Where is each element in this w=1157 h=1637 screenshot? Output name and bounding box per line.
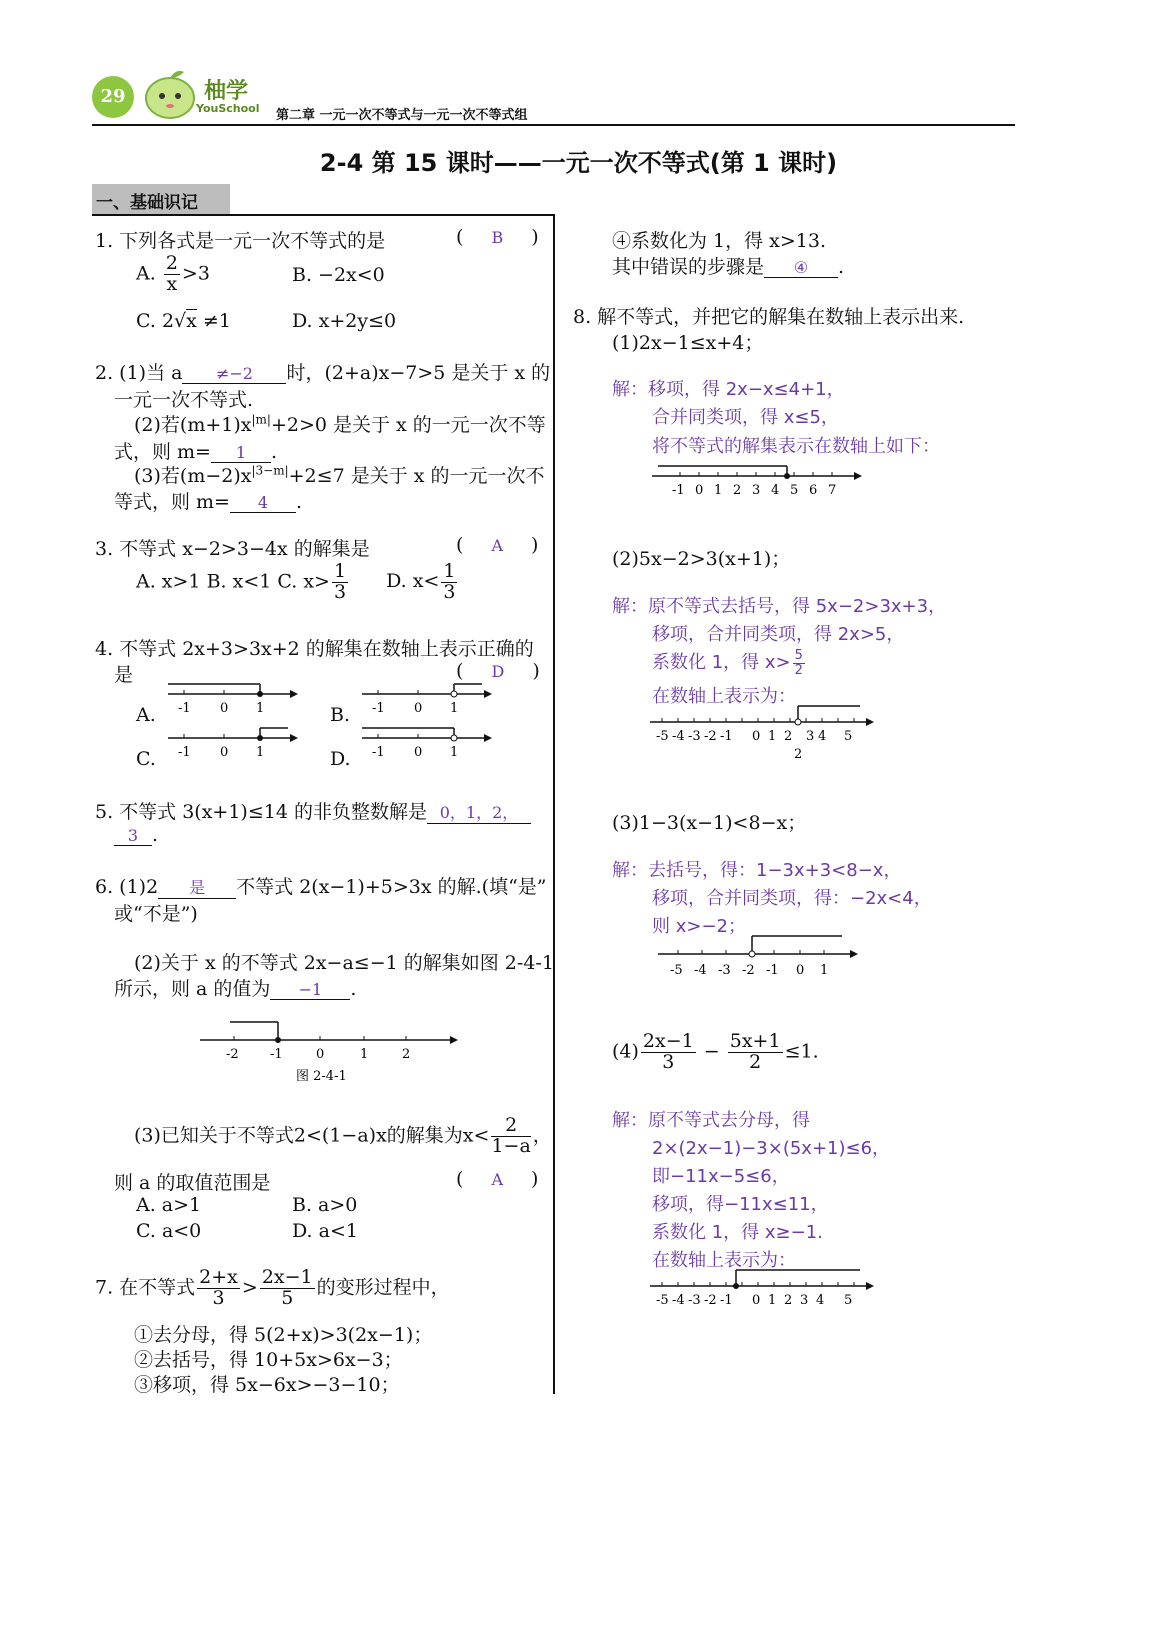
q7-step4: ④系数化为 1，得 x>13. bbox=[612, 230, 827, 252]
brand-cn: 柚学 bbox=[204, 79, 249, 104]
svg-text:0: 0 bbox=[220, 745, 229, 760]
svg-text:2: 2 bbox=[784, 1293, 793, 1308]
q5-answer2: 3 bbox=[114, 826, 152, 846]
q8-part4-number-line bbox=[648, 1266, 878, 1312]
q8-part4-solution-3: 即−11x−5≤6， bbox=[652, 1166, 790, 1187]
q3-answer-bracket: ( A ) bbox=[456, 534, 539, 556]
section-label: 一、基础识记 bbox=[96, 193, 198, 213]
figure-caption: 图 2-4-1 bbox=[296, 1069, 347, 1084]
q8-part2-number-line bbox=[648, 702, 878, 764]
svg-text:0: 0 bbox=[752, 729, 761, 744]
svg-text:1: 1 bbox=[768, 1293, 777, 1308]
svg-text:0: 0 bbox=[414, 745, 423, 760]
svg-text:-1: -1 bbox=[372, 701, 385, 716]
q4-label-b: B. bbox=[330, 704, 351, 726]
q4-label-a: A. bbox=[136, 704, 156, 726]
q2-answer1: ≠−2 bbox=[182, 364, 286, 384]
q8-part1-number-line bbox=[650, 458, 866, 502]
q7-stem: 7. 在不等式 $\frac{2+x}{3}$ > $\frac{2x-1}{5}$ 的变形过程中， bbox=[95, 1266, 450, 1309]
q8-part4: (4) $\frac{2x-1}{3}$ − $\frac{5x+1}{2}$ ≤1. bbox=[612, 1030, 819, 1073]
svg-text:-2: -2 bbox=[704, 1293, 717, 1308]
svg-text:-5: -5 bbox=[670, 963, 683, 978]
q6-option-a: A. a>1 bbox=[136, 1194, 202, 1216]
brand-en: YouSchool bbox=[196, 102, 260, 115]
q2-part2-cont: 式，则 m= 1 . bbox=[114, 441, 278, 463]
column-divider bbox=[553, 214, 555, 1394]
header-rule bbox=[92, 124, 1015, 126]
svg-text:5: 5 bbox=[844, 729, 853, 744]
q8-stem: 8. 解不等式，并把它的解集在数轴上表示出来. bbox=[573, 306, 965, 328]
q8-part3-solution-1: 解：去括号，得：1−3x+3<8−x， bbox=[612, 860, 902, 881]
q6-answer-bracket: ( A ) bbox=[456, 1168, 539, 1190]
q2-part1: 2. (1)当 a ≠−2 时，(2+a)x−7>5 是关于 x 的 bbox=[95, 362, 551, 384]
q1-stem: 1. 下列各式是一元一次不等式的是 bbox=[95, 230, 386, 252]
svg-text:0: 0 bbox=[695, 483, 704, 498]
svg-text:0: 0 bbox=[316, 1047, 325, 1062]
q8-part4-solution-4: 移项，得−11x≤11， bbox=[652, 1194, 829, 1215]
svg-text:2: 2 bbox=[794, 747, 803, 762]
q4-answer-bracket: ( D ) bbox=[456, 660, 540, 682]
svg-text:3: 3 bbox=[800, 1293, 809, 1308]
svg-text:6: 6 bbox=[809, 483, 818, 498]
q2-answer3: 4 bbox=[230, 493, 296, 513]
chapter-title: 第二章 一元一次不等式与一元一次不等式组 bbox=[276, 108, 528, 123]
q3-stem: 3. 不等式 x−2>3−4x 的解集是 bbox=[95, 538, 370, 560]
svg-text:-5: -5 bbox=[656, 1293, 669, 1308]
mascot-logo bbox=[140, 66, 200, 122]
q6-answer1: 是 bbox=[158, 875, 236, 899]
q8-part4-solution-5: 系数化 1，得 x≥−1. bbox=[652, 1222, 823, 1243]
svg-text:2: 2 bbox=[733, 483, 742, 498]
q7-step3: ③移项，得 5x−6x>−3−10； bbox=[134, 1374, 400, 1396]
q6-part3: (3)已知关于不等式2<(1−a)x的解集为x< $\frac{2}{1-a}$ ， bbox=[134, 1114, 552, 1157]
q6-answer2: −1 bbox=[270, 980, 350, 1000]
q8-part2-solution-3: 系数化 1，得 x> $\frac{5}{2}$ bbox=[652, 647, 803, 678]
q6-part3-cont: 则 a 的取值范围是 bbox=[114, 1172, 271, 1194]
svg-text:-1: -1 bbox=[720, 1293, 733, 1308]
q8-part3: (3)1−3(x−1)<8−x； bbox=[612, 812, 807, 834]
q8-part2-solution-1: 解：原不等式去括号，得 5x−2>3x+3， bbox=[612, 596, 947, 617]
svg-text:-4: -4 bbox=[694, 963, 707, 978]
svg-text:-3: -3 bbox=[718, 963, 731, 978]
svg-text:3: 3 bbox=[752, 483, 761, 498]
svg-text:1: 1 bbox=[768, 729, 777, 744]
q8-part4-solution-6: 在数轴上表示为： bbox=[652, 1250, 796, 1271]
q7-error-step: 其中错误的步骤是 ④ . bbox=[612, 256, 845, 278]
svg-text:1: 1 bbox=[450, 745, 459, 760]
svg-text:-1: -1 bbox=[270, 1047, 283, 1062]
q6-part2-cont: 所示，则 a 的值为 −1 . bbox=[114, 978, 357, 1000]
svg-text:0: 0 bbox=[796, 963, 805, 978]
svg-text:7: 7 bbox=[828, 483, 837, 498]
svg-text:-3: -3 bbox=[688, 1293, 701, 1308]
q4-stem-cont: 是 bbox=[114, 664, 134, 686]
q2-part1-cont: 一元一次不等式. bbox=[114, 389, 254, 411]
figure-2-4-1 bbox=[196, 1014, 466, 1086]
svg-text:-1: -1 bbox=[372, 745, 385, 760]
svg-text:-3: -3 bbox=[688, 729, 701, 744]
q7-step1: ①去分母，得 5(2+x)>3(2x−1)； bbox=[134, 1324, 433, 1346]
q4-number-line-b bbox=[354, 680, 494, 720]
svg-text:1: 1 bbox=[450, 701, 459, 716]
section-rule bbox=[92, 214, 554, 216]
q1-option-b: B. −2x<0 bbox=[292, 264, 385, 286]
q8-part2-solution-2: 移项，合并同类项，得 2x>5， bbox=[652, 624, 905, 645]
q4-answer: D bbox=[491, 662, 505, 681]
q6-answer3: A bbox=[491, 1170, 504, 1189]
q4-label-c: C. bbox=[136, 748, 156, 770]
q5-answer1: 0，1，2， bbox=[427, 800, 531, 824]
q2-part3: (3)若$(m-2)x^{|3-m|}+2\le 7$ 是关于 x 的一元一次不 bbox=[134, 463, 545, 487]
q2-part3-cont: 等式，则 m= 4 . bbox=[114, 491, 303, 513]
q4-number-line-a bbox=[160, 680, 300, 720]
q6-part2: (2)关于 x 的不等式 2x−a≤−1 的解集如图 2-4-1 bbox=[134, 952, 554, 974]
q4-number-line-d bbox=[354, 724, 494, 764]
q8-part1-solution-2: 合并同类项，得 x≤5， bbox=[652, 407, 839, 428]
q1-option-a: A. $\frac{2}{x}$ >3 bbox=[136, 252, 210, 295]
q3-options: A. x>1 B. x<1 C. x> $\frac{1}{3}$ D. x< $\frac{1}{3}$ bbox=[136, 560, 456, 603]
svg-text:1: 1 bbox=[360, 1047, 369, 1062]
svg-text:0: 0 bbox=[220, 701, 229, 716]
svg-text:4: 4 bbox=[816, 1293, 825, 1308]
svg-text:-1: -1 bbox=[766, 963, 779, 978]
q5-stem: 5. 不等式 3(x+1)≤14 的非负整数解是 0，1，2， bbox=[95, 797, 531, 824]
svg-text:1: 1 bbox=[820, 963, 829, 978]
q6-option-c: C. a<0 bbox=[136, 1220, 202, 1242]
q7-step2: ②去括号，得 10+5x>6x−3； bbox=[134, 1349, 403, 1371]
svg-text:-4: -4 bbox=[672, 729, 685, 744]
q8-part4-solution-1: 解：原不等式去分母，得 bbox=[612, 1110, 810, 1131]
q1-option-d: D. x+2y≤0 bbox=[292, 310, 397, 332]
svg-text:3: 3 bbox=[806, 729, 815, 744]
svg-text:0: 0 bbox=[414, 701, 423, 716]
q2-answer2: 1 bbox=[211, 443, 271, 463]
q1-answer: B bbox=[491, 228, 504, 247]
svg-text:1: 1 bbox=[714, 483, 723, 498]
q4-stem: 4. 不等式 2x+3>3x+2 的解集在数轴上表示正确的 bbox=[95, 638, 534, 660]
svg-text:-1: -1 bbox=[672, 483, 685, 498]
svg-text:5: 5 bbox=[790, 483, 799, 498]
q8-part1-solution-3: 将不等式的解集表示在数轴上如下： bbox=[652, 436, 940, 457]
q8-part3-solution-3: 则 x>−2； bbox=[652, 916, 746, 937]
page-title: 2-4 第 15 课时——一元一次不等式(第 1 课时) bbox=[319, 149, 838, 177]
q6-option-b: B. a>0 bbox=[292, 1194, 358, 1216]
svg-text:2: 2 bbox=[402, 1047, 411, 1062]
svg-text:2: 2 bbox=[784, 729, 793, 744]
q6-part1-cont: 或“不是”) bbox=[114, 903, 198, 925]
svg-text:-1: -1 bbox=[178, 745, 191, 760]
q4-number-line-c bbox=[160, 724, 300, 764]
svg-text:-1: -1 bbox=[720, 729, 733, 744]
q8-part2: (2)5x−2>3(x+1)； bbox=[612, 548, 791, 570]
q6-option-d: D. a<1 bbox=[292, 1220, 358, 1242]
q1-answer-bracket: ( B ) bbox=[456, 226, 539, 248]
page-number-badge bbox=[92, 76, 134, 118]
q8-part4-solution-2: 2×(2x−1)−3×(5x+1)≤6， bbox=[652, 1138, 891, 1159]
svg-text:5: 5 bbox=[844, 1293, 853, 1308]
q6-part1: 6. (1)2 是 不等式 2(x−1)+5>3x 的解.(填“是” bbox=[95, 876, 547, 898]
q8-part1: (1)2x−1≤x+4； bbox=[612, 332, 764, 354]
q8-part1-solution-1: 解：移项，得 2x−x≤4+1， bbox=[612, 379, 845, 400]
svg-text:1: 1 bbox=[256, 701, 265, 716]
svg-text:-4: -4 bbox=[672, 1293, 685, 1308]
q7-answer: ④ bbox=[764, 258, 838, 278]
svg-text:-2: -2 bbox=[742, 963, 755, 978]
svg-text:4: 4 bbox=[771, 483, 780, 498]
q1-option-c: C. 2√x ≠1 bbox=[136, 310, 231, 332]
svg-text:4: 4 bbox=[818, 729, 827, 744]
svg-text:-1: -1 bbox=[178, 701, 191, 716]
svg-text:1: 1 bbox=[256, 745, 265, 760]
q8-part2-solution-4: 在数轴上表示为： bbox=[652, 686, 796, 707]
q3-answer: A bbox=[491, 536, 504, 555]
svg-text:0: 0 bbox=[752, 1293, 761, 1308]
svg-text:-2: -2 bbox=[704, 729, 717, 744]
q2-part2: (2)若$(m+1)x^{|m|}+2>0$ 是关于 x 的一元一次不等 bbox=[134, 412, 546, 436]
q5-stem-cont: 3 . bbox=[114, 824, 158, 846]
page-number: 29 bbox=[100, 86, 126, 107]
svg-text:-2: -2 bbox=[226, 1047, 239, 1062]
q8-part3-number-line bbox=[656, 932, 866, 978]
q4-label-d: D. bbox=[330, 748, 351, 770]
q8-part3-solution-2: 移项，合并同类项，得：−2x<4， bbox=[652, 888, 932, 909]
svg-text:-5: -5 bbox=[656, 729, 669, 744]
